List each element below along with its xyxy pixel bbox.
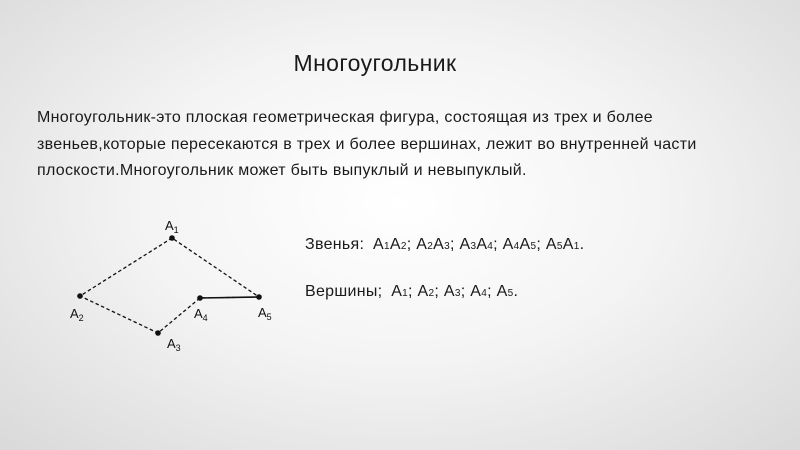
vertex-label-a4: $A_4$ bbox=[194, 306, 208, 323]
polygon-outline bbox=[80, 238, 259, 333]
link-a2-a3: А2А3; bbox=[416, 236, 455, 253]
vertex-dot-a4 bbox=[197, 295, 203, 301]
vertex-item-a5: А5. bbox=[496, 283, 519, 300]
vertex-dot-a5 bbox=[256, 294, 262, 300]
links-label: Звенья: bbox=[305, 236, 365, 253]
vertex-item-a4: А4; bbox=[470, 283, 492, 300]
vertex-item-a1: А1; bbox=[391, 283, 413, 300]
vertex-dot-a3 bbox=[155, 330, 161, 336]
vertex-label-a1: $A_1$ bbox=[165, 218, 179, 235]
vertices-label: Вершины; bbox=[305, 283, 383, 300]
vertex-label-a3: $A_3$ bbox=[167, 336, 181, 353]
vertex-item-a3: А3; bbox=[443, 283, 466, 300]
vertex-dot-a1 bbox=[169, 235, 175, 241]
definition-text: Многоугольник-это плоская геометрическая фигура, состоящая из трех и более звеньев,которые пересекаются в трех и более вершинах, лежит во внутренней части плоскости.Многоугольник может быть выпуклый и невыпуклый. bbox=[37, 109, 697, 179]
link-a4-a5: А4А5; bbox=[502, 236, 542, 253]
vertex-dot-a2 bbox=[77, 293, 83, 299]
link-a5-a1: А5А1. bbox=[545, 236, 585, 253]
link-a3-a4: А3А4; bbox=[459, 236, 498, 253]
vertex-dots bbox=[77, 235, 262, 336]
vertices-line bbox=[305, 283, 518, 301]
slide-title: Многоугольник bbox=[293, 50, 457, 76]
vertex-label-a2: $A_2$ bbox=[70, 306, 84, 323]
link-a1-a2: А1А2; bbox=[373, 236, 412, 253]
links-line bbox=[305, 236, 584, 254]
vertex-label-a5: $A_5$ bbox=[258, 305, 272, 322]
edge-a4-a5 bbox=[200, 297, 259, 298]
vertex-item-a2: А2; bbox=[417, 283, 440, 300]
